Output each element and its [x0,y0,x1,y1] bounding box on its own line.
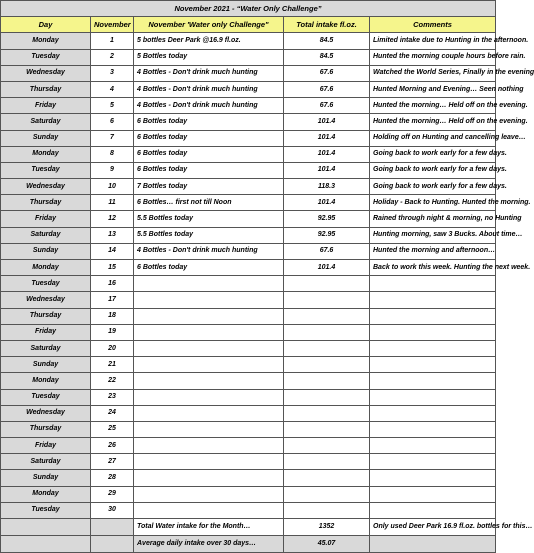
total-cell [284,502,370,518]
comment-cell [370,470,496,486]
challenge-cell [134,454,284,470]
table-row [1,340,496,356]
date-cell: 14 [91,243,134,259]
day-cell: Saturday [1,114,91,130]
month-total-note: Only used Deer Park 16.9 fl.oz. bottles for this… [370,519,496,536]
challenge-cell: 5 Bottles today [134,49,284,65]
table-row [1,470,496,486]
date-cell: 27 [91,454,134,470]
challenge-cell [134,292,284,308]
date-cell: 10 [91,179,134,195]
day-cell: Tuesday [1,389,91,405]
date-cell: 23 [91,389,134,405]
table-row [1,389,496,405]
challenge-cell: 5.5 Bottles today [134,227,284,243]
table-row [1,357,496,373]
total-cell: 67.6 [284,243,370,259]
challenge-cell: 4 Bottles - Don't drink much hunting [134,243,284,259]
table-row [1,292,496,308]
average-row [1,536,496,553]
table-row [1,211,496,227]
date-cell: 20 [91,340,134,356]
table-row [1,373,496,389]
challenge-cell [134,276,284,292]
challenge-cell [134,486,284,502]
challenge-cell [134,502,284,518]
date-cell: 19 [91,324,134,340]
challenge-cell [134,340,284,356]
total-cell: 101.4 [284,130,370,146]
day-cell: Friday [1,438,91,454]
total-cell: 92.95 [284,211,370,227]
total-cell [284,486,370,502]
challenge-cell: 6 Bottles today [134,130,284,146]
total-cell [284,276,370,292]
total-cell [284,454,370,470]
challenge-cell [134,438,284,454]
total-cell: 92.95 [284,227,370,243]
header-challenge: November 'Water only Challenge" [134,17,284,33]
day-cell: Sunday [1,470,91,486]
comment-cell [370,502,496,518]
challenge-cell: 7 Bottles today [134,179,284,195]
total-cell [284,308,370,324]
total-blank-date [91,519,134,536]
table-row [1,454,496,470]
comment-cell: Going back to work early for a few days. [370,162,496,178]
total-cell: 101.4 [284,114,370,130]
day-cell: Tuesday [1,162,91,178]
comment-cell: Rained through night & morning, no Hunting [370,211,496,227]
total-cell: 84.5 [284,49,370,65]
day-cell: Saturday [1,340,91,356]
table-row [1,421,496,437]
challenge-cell: 4 Bottles - Don't drink much hunting [134,65,284,81]
date-cell: 7 [91,130,134,146]
total-cell: 101.4 [284,260,370,276]
challenge-cell: 6 Bottles today [134,146,284,162]
comment-cell [370,373,496,389]
comment-cell: Hunting morning, saw 3 Bucks. About time… [370,227,496,243]
total-cell [284,340,370,356]
challenge-cell [134,308,284,324]
date-cell: 3 [91,65,134,81]
date-cell: 17 [91,292,134,308]
comment-cell [370,292,496,308]
table-row [1,243,496,259]
challenge-cell [134,405,284,421]
table-row [1,308,496,324]
month-total-label: Total Water intake for the Month… [134,519,284,536]
challenge-cell: 6 Bottles today [134,114,284,130]
challenge-cell: 5.5 Bottles today [134,211,284,227]
comment-cell: Hunted the morning couple hours before rain. [370,49,496,65]
avg-blank-note [370,536,496,553]
table-row [1,146,496,162]
table-row [1,227,496,243]
date-cell: 18 [91,308,134,324]
date-cell: 25 [91,421,134,437]
day-cell: Wednesday [1,292,91,308]
day-cell: Monday [1,486,91,502]
comment-cell [370,486,496,502]
table-row [1,260,496,276]
header-total: Total intake fl.oz. [284,17,370,33]
header-day: Day [1,17,91,33]
date-cell: 12 [91,211,134,227]
date-cell: 2 [91,49,134,65]
sheet-title: November 2021 - “Water Only Challenge” [1,1,496,17]
total-cell: 101.4 [284,162,370,178]
total-cell: 67.6 [284,81,370,97]
date-cell: 22 [91,373,134,389]
day-cell: Thursday [1,308,91,324]
day-cell: Thursday [1,195,91,211]
total-cell [284,357,370,373]
date-cell: 28 [91,470,134,486]
month-total-value: 1352 [284,519,370,536]
day-cell: Saturday [1,454,91,470]
total-cell: 67.6 [284,98,370,114]
average-label: Average daily intake over 30 days… [134,536,284,553]
date-cell: 30 [91,502,134,518]
comment-cell [370,454,496,470]
day-cell: Saturday [1,227,91,243]
date-cell: 21 [91,357,134,373]
comment-cell [370,357,496,373]
comment-cell: Holiday - Back to Hunting. Hunted the morning. [370,195,496,211]
comment-cell: Hunted Morning and Evening… Seen nothing [370,81,496,97]
challenge-cell [134,324,284,340]
table-row [1,49,496,65]
table-row [1,33,496,49]
date-cell: 15 [91,260,134,276]
table-row [1,81,496,97]
comment-cell: Hunted the morning… Held off on the evening. [370,114,496,130]
comment-cell: Hunted the morning… Held off on the evening. [370,98,496,114]
challenge-cell: 4 Bottles - Don't drink much hunting [134,98,284,114]
table-row [1,195,496,211]
comment-cell [370,405,496,421]
table-row [1,324,496,340]
day-cell: Sunday [1,357,91,373]
date-cell: 8 [91,146,134,162]
date-cell: 9 [91,162,134,178]
header-date: November [91,17,134,33]
comment-cell: Watched the World Series, Finally in the evening [370,65,496,81]
day-cell: Friday [1,211,91,227]
day-cell: Thursday [1,421,91,437]
day-cell: Monday [1,146,91,162]
date-cell: 11 [91,195,134,211]
day-cell: Wednesday [1,179,91,195]
date-cell: 29 [91,486,134,502]
table-row [1,486,496,502]
table-row [1,438,496,454]
avg-blank-date [91,536,134,553]
day-cell: Tuesday [1,49,91,65]
total-cell [284,438,370,454]
table-row [1,276,496,292]
comment-cell: Going back to work early for a few days. [370,146,496,162]
table-row [1,98,496,114]
day-cell: Wednesday [1,405,91,421]
table-row [1,405,496,421]
date-cell: 4 [91,81,134,97]
day-cell: Wednesday [1,65,91,81]
day-cell: Tuesday [1,276,91,292]
day-cell: Monday [1,33,91,49]
day-cell: Monday [1,373,91,389]
comment-cell: Hunted the morning and afternoon… [370,243,496,259]
date-cell: 5 [91,98,134,114]
total-blank-day [1,519,91,536]
date-cell: 6 [91,114,134,130]
total-cell: 118.3 [284,179,370,195]
comment-cell [370,340,496,356]
header-row [1,17,496,33]
total-cell: 101.4 [284,146,370,162]
comment-cell [370,308,496,324]
challenge-cell: 5 bottles Deer Park @16.9 fl.oz. [134,33,284,49]
challenge-cell [134,357,284,373]
total-cell [284,292,370,308]
day-cell: Friday [1,98,91,114]
challenge-cell [134,373,284,389]
header-comments: Comments [370,17,496,33]
day-cell: Friday [1,324,91,340]
challenge-cell: 4 Bottles - Don't drink much hunting [134,81,284,97]
comment-cell [370,421,496,437]
table-row [1,130,496,146]
comment-cell: Going back to work early for a few days. [370,179,496,195]
month-total-row [1,519,496,536]
comment-cell [370,389,496,405]
day-cell: Sunday [1,130,91,146]
day-cell: Sunday [1,243,91,259]
total-cell: 84.5 [284,33,370,49]
average-value: 45.07 [284,536,370,553]
date-cell: 24 [91,405,134,421]
comment-cell [370,276,496,292]
table-row [1,162,496,178]
comment-cell [370,324,496,340]
table-row [1,502,496,518]
challenge-cell: 6 Bottles today [134,162,284,178]
comment-cell [370,438,496,454]
total-cell [284,470,370,486]
total-cell [284,389,370,405]
challenge-cell [134,389,284,405]
table-row [1,179,496,195]
date-cell: 16 [91,276,134,292]
table-row [1,65,496,81]
comment-cell: Limited intake due to Hunting in the afternoon. [370,33,496,49]
avg-blank-day [1,536,91,553]
title-row [1,1,496,17]
table-row [1,114,496,130]
total-cell: 101.4 [284,195,370,211]
day-cell: Monday [1,260,91,276]
date-cell: 26 [91,438,134,454]
total-cell [284,324,370,340]
total-cell [284,421,370,437]
date-cell: 1 [91,33,134,49]
date-cell: 13 [91,227,134,243]
total-cell [284,405,370,421]
day-cell: Thursday [1,81,91,97]
day-cell: Tuesday [1,502,91,518]
comment-cell: Back to work this week. Hunting the next week. [370,260,496,276]
challenge-cell: 6 Bottles… first not till Noon [134,195,284,211]
challenge-cell [134,421,284,437]
total-cell: 67.6 [284,65,370,81]
comment-cell: Holding off on Hunting and cancelling leave… [370,130,496,146]
challenge-cell [134,470,284,486]
total-cell [284,373,370,389]
challenge-cell: 6 Bottles today [134,260,284,276]
